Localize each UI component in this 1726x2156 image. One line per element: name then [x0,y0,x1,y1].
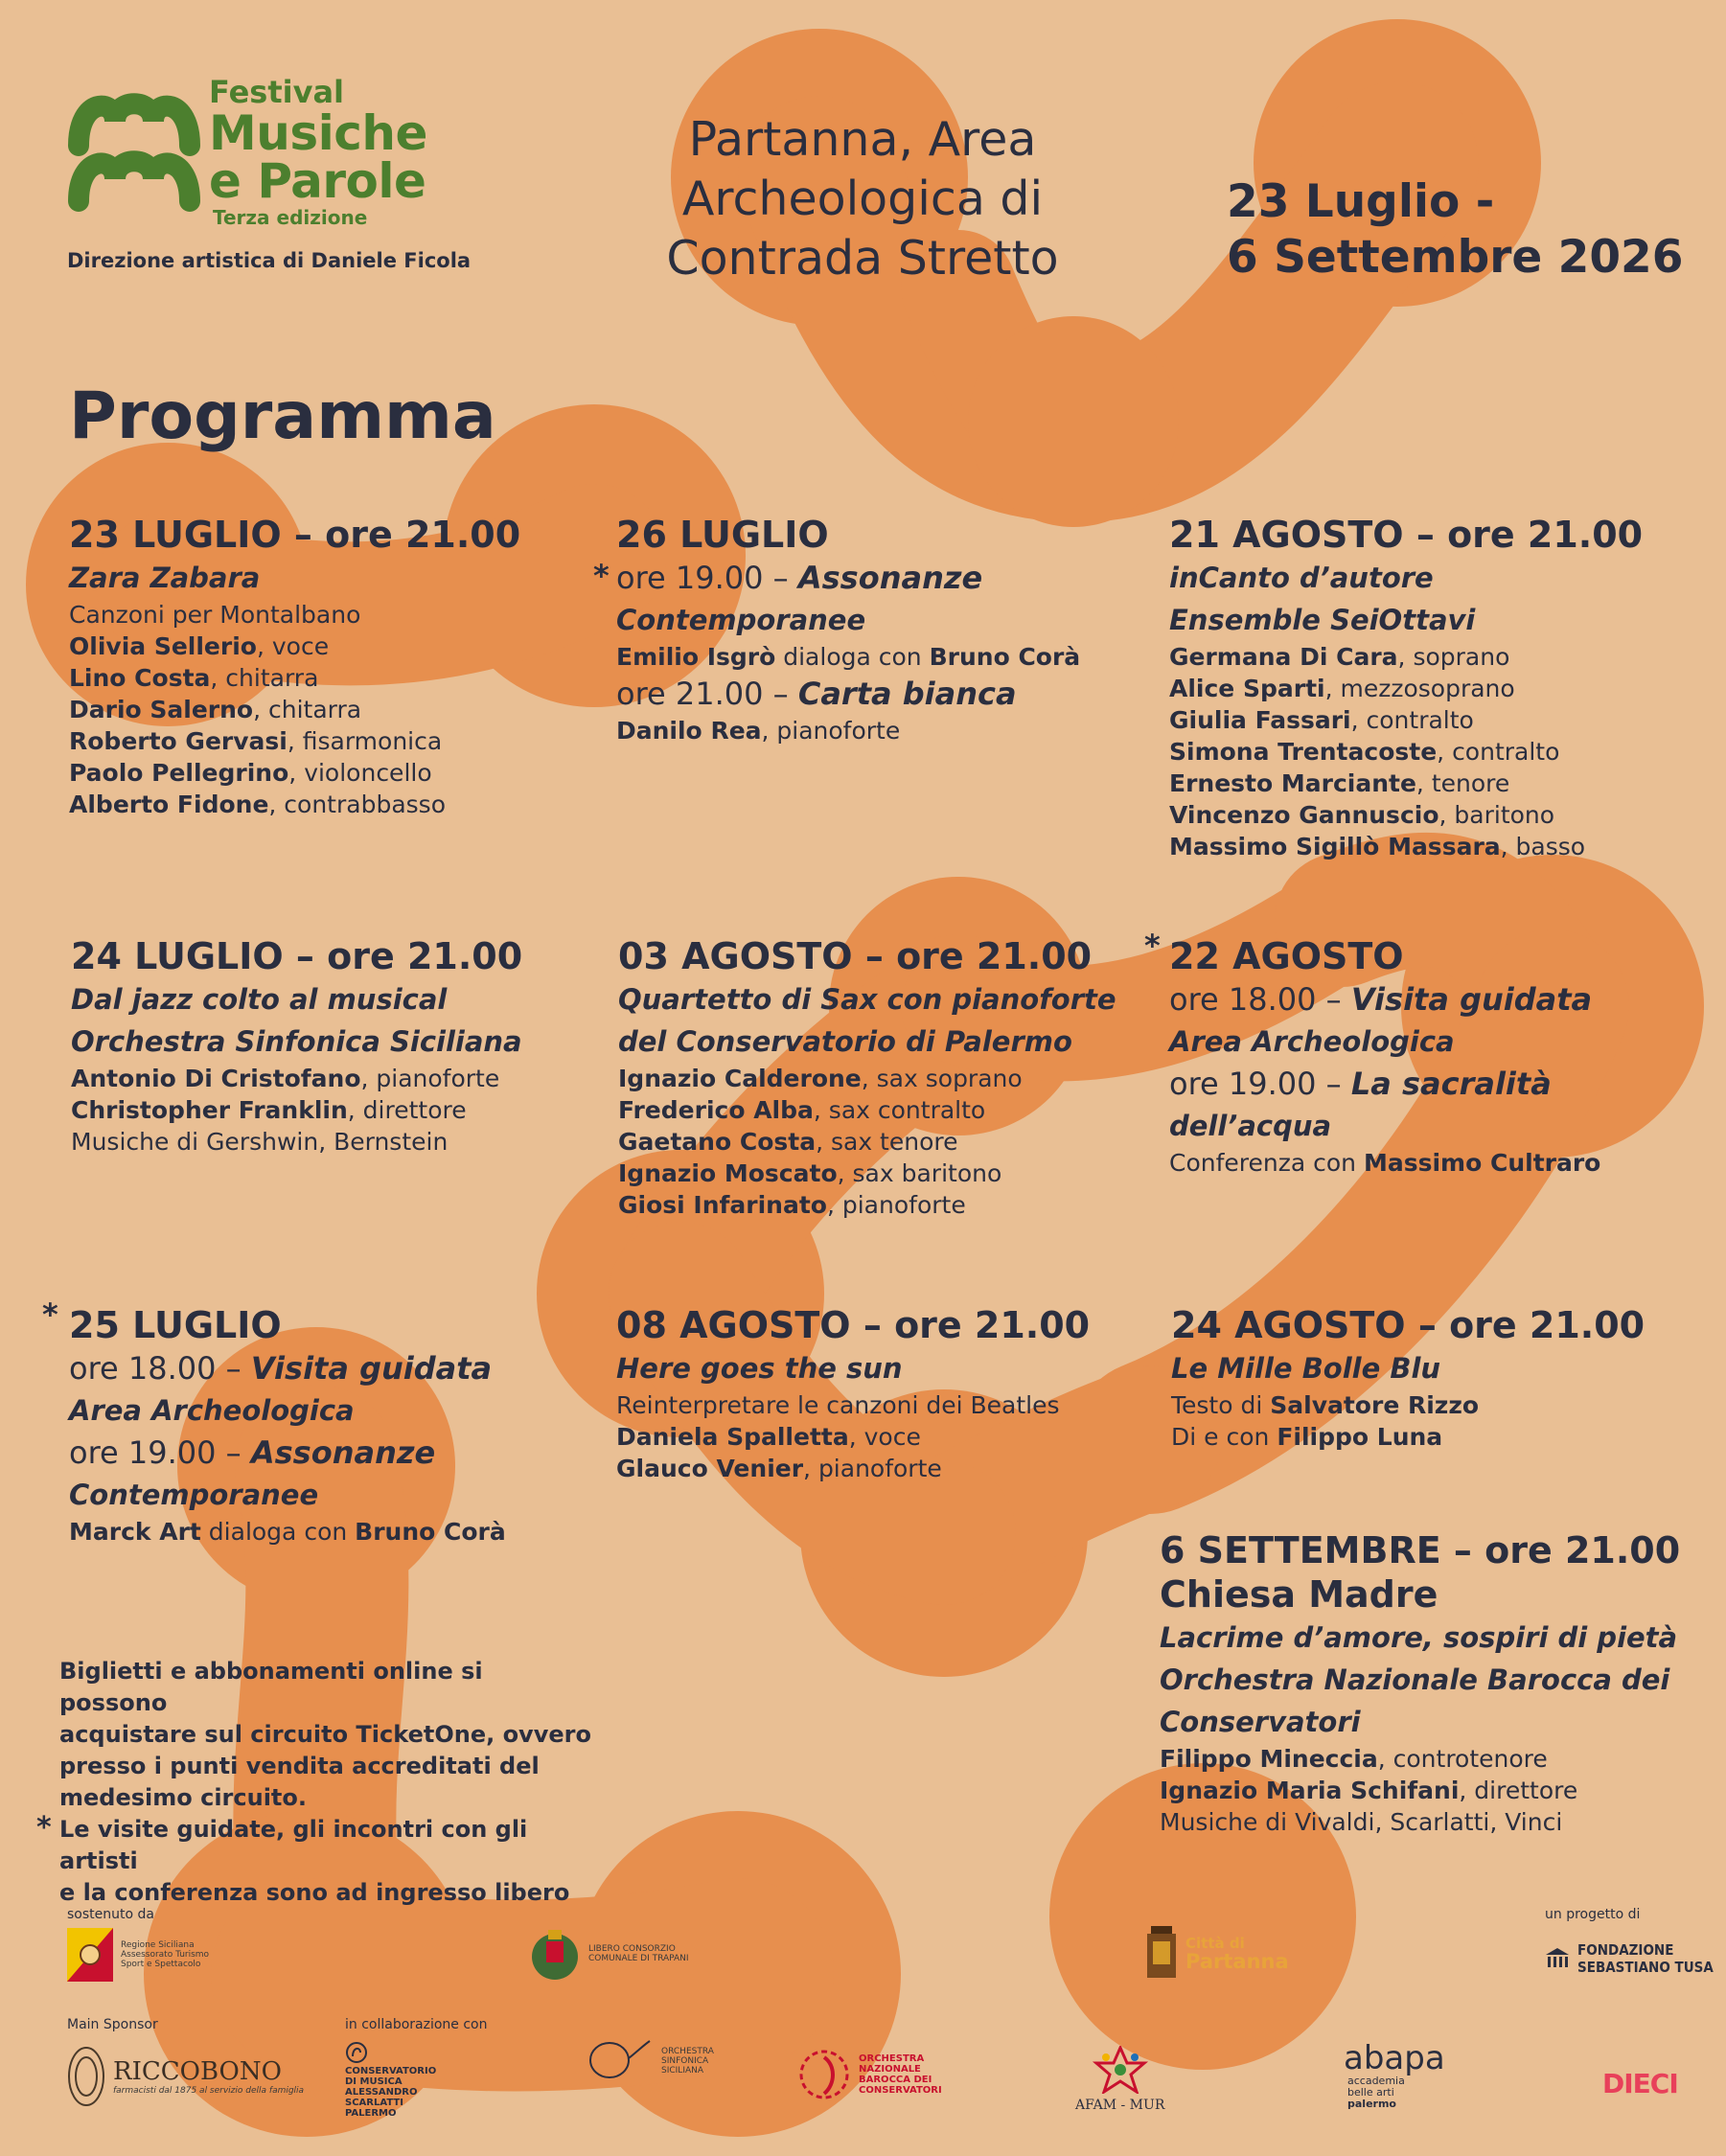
performer-name: Filippo Luna [1277,1423,1443,1451]
onbc-line: BAROCCA DEI [859,2075,932,2085]
conservatorio-line: SCARLATTI [345,2098,403,2108]
regione-line: Assessorato Turismo [121,1950,210,1960]
author-label: Testo di [1171,1391,1271,1419]
festival-logo-text [209,75,427,230]
oss-line: SINFONICA [661,2056,709,2066]
dates-line: 23 Luglio - [1227,175,1495,228]
afam-mur-logo [1075,2046,1164,2113]
abapa-line: belle arti [1347,2086,1394,2099]
performer-name: Dario Salerno [69,696,254,723]
free-entry-asterisk: * [42,1296,58,1333]
orchestra-sinfonica-siciliana-logo [587,2039,714,2083]
festival-logo-icon [67,79,201,213]
onbc-circle-icon [797,2046,851,2103]
event-time [1169,978,1706,1021]
time-title: Assonanze [797,560,983,596]
event-23-luglio [69,513,606,820]
dialogue-text: dialoga con [200,1518,356,1546]
temple-icon [1545,1946,1570,1971]
performer-role: , contrabbasso [268,791,446,818]
event-ensemble: Orchestra Nazionale Barocca dei [1160,1663,1670,1696]
performer-name: Ignazio Moscato [618,1159,838,1187]
program-title: Programma [69,378,496,454]
time-label: ore 18.00 – [69,1350,251,1387]
performer-name: Vincenzo Gannuscio [1169,801,1439,829]
event-time [616,557,1153,599]
performer [69,757,606,789]
oss-ellipse-icon [587,2039,654,2083]
event-21-agosto [1169,513,1706,862]
author-line [1171,1389,1708,1421]
riccobono-medallion-icon [67,2046,105,2107]
event-24-luglio [71,934,608,1158]
onbc-line: ORCHESTRA [859,2053,925,2064]
conservatorio-icon [345,2041,368,2064]
dialogue-line [616,641,1153,673]
performer [616,715,1153,746]
performer-role: , voce [848,1423,921,1451]
performer [616,1453,1153,1484]
event-subtitle: Canzoni per Montalbano [69,601,361,629]
event-time [616,673,1153,715]
performer-name: Ignazio Maria Schifani [1160,1777,1460,1804]
ticket-line: Biglietti e abbonamenti online si possono [59,1658,483,1716]
event-date: 03 AGOSTO – ore 21.00 [618,935,1093,977]
abapa-line: palermo [1347,2098,1396,2110]
free-entry-line: e la conferenza sono ad ingresso libero [59,1879,570,1906]
ticket-line: medesimo circuito. [59,1784,308,1811]
venue [575,110,1150,288]
guest-name: Bruno Corà [355,1518,506,1546]
venue-line: Partanna, Area [688,112,1037,167]
performer-role: , sax baritono [837,1159,1002,1187]
performer [1160,1775,1696,1806]
event-date: 21 AGOSTO – ore 21.00 [1169,514,1644,556]
conference-label: Conferenza con [1169,1149,1364,1177]
time-title: La sacralità [1350,1066,1552,1102]
conservatorio-scarlatti-logo [345,2041,436,2119]
trapani-line: LIBERO CONSORZIO [588,1944,676,1954]
performer [71,1094,608,1126]
performer-role: , sax soprano [861,1065,1023,1092]
performer-role: , contralto [1437,738,1560,766]
free-entry-asterisk: * [593,558,610,594]
partanna-line: Città di [1185,1935,1245,1952]
conservatorio-line: PALERMO [345,2108,397,2119]
performer [618,1189,1155,1221]
performer [616,1421,1153,1453]
onbc-line: CONSERVATORI [859,2085,942,2096]
partanna-crest-icon [1145,1926,1178,1982]
performer [69,789,606,820]
conservatorio-line: DI MUSICA [345,2076,403,2087]
oss-line: SICILIANA [661,2066,704,2076]
performer-role: , chitarra [210,664,319,692]
conservatorio-line: ALESSANDRO [345,2087,418,2098]
performer-name: Antonio Di Cristofano [71,1065,361,1092]
event-26-luglio [593,513,1153,746]
performer-role: , voce [256,632,330,660]
event-date: 24 LUGLIO – ore 21.00 [71,935,523,977]
performer-name: Filippo Mineccia [1160,1745,1378,1773]
performer-role: , violoncello [288,759,432,787]
performer-name: Danilo Rea [616,717,762,745]
performer-role: , pianoforte [761,717,901,745]
performer [1169,704,1706,736]
performer-role: , pianoforte [826,1191,966,1219]
oss-line: ORCHESTRA [661,2047,714,2056]
event-date: 23 LUGLIO – ore 21.00 [69,514,521,556]
performer-name: Christopher Franklin [71,1096,348,1124]
abapa-logo [1344,2041,1445,2110]
ticket-line: presso i punti vendita accreditati del [59,1753,540,1779]
performer-role: , sax contralto [813,1096,986,1124]
event-title: dell’acqua [1169,1110,1332,1142]
time-label: ore 19.00 – [1169,1066,1351,1102]
trapani-logo [529,1926,689,1982]
performer [1160,1743,1696,1775]
event-title: Area Archeologica [69,1394,355,1427]
festival-dates [1227,174,1683,286]
event-place: Chiesa Madre [1160,1573,1438,1616]
performer-name: Massimo Sigillò Massara [1169,833,1501,860]
free-entry-asterisk: * [1144,928,1161,964]
performer-role: , direttore [347,1096,467,1124]
event-ensemble-cont: Conservatori [1160,1706,1361,1738]
performer [71,1063,608,1094]
venue-line: Archeologica di [681,172,1044,226]
event-title: Here goes the sun [616,1352,903,1385]
trinacria-icon [67,1928,113,1982]
performer [69,694,606,725]
performer-role: , basso [1500,833,1586,860]
performer-line [1171,1421,1708,1453]
guest-name: Emilio Isgrò [616,643,776,671]
event-title: Contemporanee [616,604,866,636]
supported-by-label: sostenuto da [67,1907,154,1922]
fondazione-tusa-logo [1545,1941,1714,1976]
time-label: ore 19.00 – [616,560,798,596]
event-title: Dal jazz colto al musical [71,983,448,1016]
riccobono-logo [67,2046,304,2107]
event-22-agosto [1144,928,1706,1179]
performer [618,1063,1155,1094]
onbc-line: NAZIONALE [859,2064,921,2075]
time-label: ore 18.00 – [1169,981,1351,1018]
riccobono-name: RICCOBONO [113,2057,282,2086]
performer-name: Ignazio Calderone [618,1065,862,1092]
regione-line: Sport e Spettacolo [121,1960,201,1969]
trapani-crest-icon [529,1926,581,1982]
performer-name: Alberto Fidone [69,791,269,818]
main-sponsor-label: Main Sponsor [67,2017,158,2032]
ticket-line: acquistare sul circuito TicketOne, ovvero [59,1721,591,1748]
performer-label: Di e con [1171,1423,1277,1451]
time-title: Carta bianca [797,676,1017,712]
fondazione-line: SEBASTIANO TUSA [1577,1959,1714,1976]
event-ensemble: Ensemble SeiOttavi [1169,604,1476,636]
performer [69,662,606,694]
performer-name: Simona Trentacoste [1169,738,1438,766]
speaker-name: Massimo Cultraro [1363,1149,1601,1177]
performer-role: , pianoforte [803,1455,942,1482]
performer [69,631,606,662]
event-title: Le Mille Bolle Blu [1171,1352,1441,1385]
performer [1169,673,1706,704]
dialogue-line [69,1516,606,1548]
conservatorio-line: CONSERVATORIO [345,2066,437,2076]
performer-name: Paolo Pellegrino [69,759,289,787]
venue-line: Contrada Stretto [666,231,1059,286]
performer-name: Roberto Gervasi [69,727,288,755]
event-date: 22 AGOSTO [1169,935,1404,977]
abapa-line: accademia [1347,2075,1405,2087]
event-date: 08 AGOSTO – ore 21.00 [616,1304,1091,1346]
performer-name: Alice Sparti [1169,675,1325,702]
performer [1169,736,1706,768]
ticket-notes [36,1656,596,1909]
time-title: Assonanze [250,1434,436,1471]
event-note: Musiche di Vivaldi, Scarlatti, Vinci [1160,1808,1563,1836]
performer [618,1094,1155,1126]
event-title: Contemporanee [69,1479,319,1511]
performer-name: Gaetano Costa [618,1128,817,1156]
performer [69,725,606,757]
time-title: Visita guidata [1350,981,1593,1018]
dates-line: 6 Settembre 2026 [1227,231,1684,284]
event-title: Quartetto di Sax con pianoforte [618,983,1116,1016]
logo-line2: e Parole [209,153,426,209]
dieci-logo: DIECI [1602,2068,1678,2099]
project-by-label: un progetto di [1545,1907,1641,1922]
performer-role: , pianoforte [360,1065,500,1092]
performer-role: , chitarra [253,696,362,723]
performer [1169,799,1706,831]
event-title-cont: del Conservatorio di Palermo [618,1025,1072,1058]
event-title: inCanto d’autore [1169,562,1434,594]
performer-role: , soprano [1397,643,1510,671]
dialogue-text: dialoga con [775,643,930,671]
event-25-luglio [42,1296,606,1548]
performer [1169,641,1706,673]
performer-name: Olivia Sellerio [69,632,257,660]
event-note: Musiche di Gershwin, Bernstein [71,1128,449,1156]
event-ensemble: Orchestra Sinfonica Siciliana [71,1025,522,1058]
regione-siciliana-logo [67,1928,209,1982]
abapa-name: abapa [1344,2039,1445,2077]
performer-role: , direttore [1459,1777,1578,1804]
riccobono-tagline: farmacisti dal 1875 al servizio della famiglia [113,2086,305,2096]
event-time [69,1347,606,1389]
event-title: Zara Zabara [69,562,261,594]
performer-name: Frederico Alba [618,1096,814,1124]
event-08-agosto [616,1303,1153,1484]
event-date: 26 LUGLIO [616,514,829,556]
performer-role: , tenore [1415,769,1510,797]
performer-name: Daniela Spalletta [616,1423,849,1451]
author-name: Salvatore Rizzo [1270,1391,1480,1419]
performer-name: Germana Di Cara [1169,643,1398,671]
trapani-line: COMUNALE DI TRAPANI [588,1954,689,1963]
performer-role: , sax tenore [816,1128,958,1156]
event-time [1169,1063,1706,1105]
event-date: 6 SETTEMBRE – ore 21.00 [1160,1529,1681,1571]
time-label: ore 19.00 – [69,1434,251,1471]
performer [618,1158,1155,1189]
guest-name: Bruno Corà [929,643,1081,671]
event-subtitle: Reinterpretare le canzoni dei Beatles [616,1391,1060,1419]
performer [1169,831,1706,862]
artistic-direction: Direzione artistica di Daniele Ficola [67,249,472,272]
time-label: ore 21.00 – [616,676,798,712]
collaboration-label: in collaborazione con [345,2017,488,2032]
free-entry-line: Le visite guidate, gli incontri con gli artisti [59,1816,528,1874]
afam-star-icon [1087,2046,1154,2094]
event-date: 24 AGOSTO – ore 21.00 [1171,1304,1645,1346]
performer [618,1126,1155,1158]
event-title: Area Archeologica [1169,1025,1455,1058]
orchestra-barocca-logo [797,2046,942,2103]
partanna-line: Partanna [1185,1950,1289,1973]
performer-name: Lino Costa [69,664,211,692]
performer-name: Giosi Infarinato [618,1191,827,1219]
regione-line: Regione Siciliana [121,1940,195,1950]
afam-label: AFAM - MUR [1075,2098,1165,2113]
performer [1169,768,1706,799]
event-03-agosto [618,934,1155,1221]
performer-role: , mezzosoprano [1324,675,1515,702]
performer-role: , baritono [1438,801,1555,829]
performer-name: Giulia Fassari [1169,706,1351,734]
fondazione-line: FONDAZIONE [1577,1941,1674,1959]
free-entry-asterisk: * [36,1811,52,1845]
guest-name: Marck Art [69,1518,201,1546]
citta-partanna-logo [1145,1926,1289,1982]
conference-line [1169,1147,1706,1179]
event-time [69,1432,606,1474]
performer-name: Ernesto Marciante [1169,769,1416,797]
performer-name: Glauco Venier [616,1455,804,1482]
performer-role: , contralto [1350,706,1474,734]
time-title: Visita guidata [250,1350,493,1387]
event-title: Lacrime d’amore, sospiri di pietà [1160,1621,1678,1654]
event-24-agosto [1171,1303,1708,1453]
logo-line1: Musiche [209,105,427,161]
logo-edition: Terza edizione [213,206,368,229]
performer-role: , controtenore [1377,1745,1548,1773]
event-6-settembre [1160,1528,1696,1838]
logo-festival: Festival [209,74,344,110]
performer-role: , fisarmonica [287,727,443,755]
event-date: 25 LUGLIO [69,1304,282,1346]
